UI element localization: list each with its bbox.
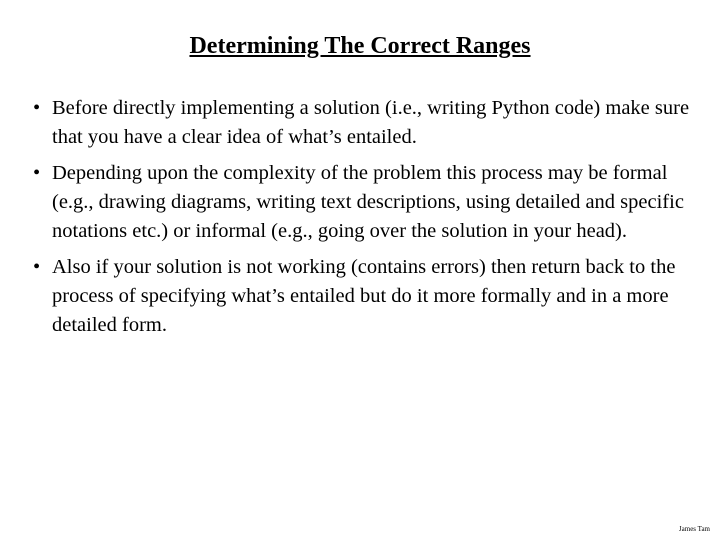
bullet-text: Also if your solution is not working (contains errors) then return back to the process of specifying what’s entailed but do it more formally and in a more detailed form. bbox=[52, 256, 676, 336]
bullet-item bbox=[33, 159, 693, 246]
bullet-item bbox=[33, 94, 693, 152]
bullet-list bbox=[33, 94, 693, 347]
bullet-item bbox=[33, 253, 693, 340]
bullet-icon: • bbox=[33, 256, 41, 278]
bullet-icon: • bbox=[33, 162, 41, 184]
bullet-text: Depending upon the complexity of the problem this process may be formal (e.g., drawing diagrams, writing text descriptions, using detailed and specific notations etc.) or informal (e.g., going over the solution in your head). bbox=[52, 162, 684, 242]
bullet-text: Before directly implementing a solution (i.e., writing Python code) make sure that you have a clear idea of what’s entailed. bbox=[52, 97, 690, 148]
footer-author: James Tam bbox=[678, 525, 710, 533]
bullet-icon: • bbox=[33, 97, 41, 119]
slide-title: Determining The Correct Ranges bbox=[189, 33, 531, 59]
